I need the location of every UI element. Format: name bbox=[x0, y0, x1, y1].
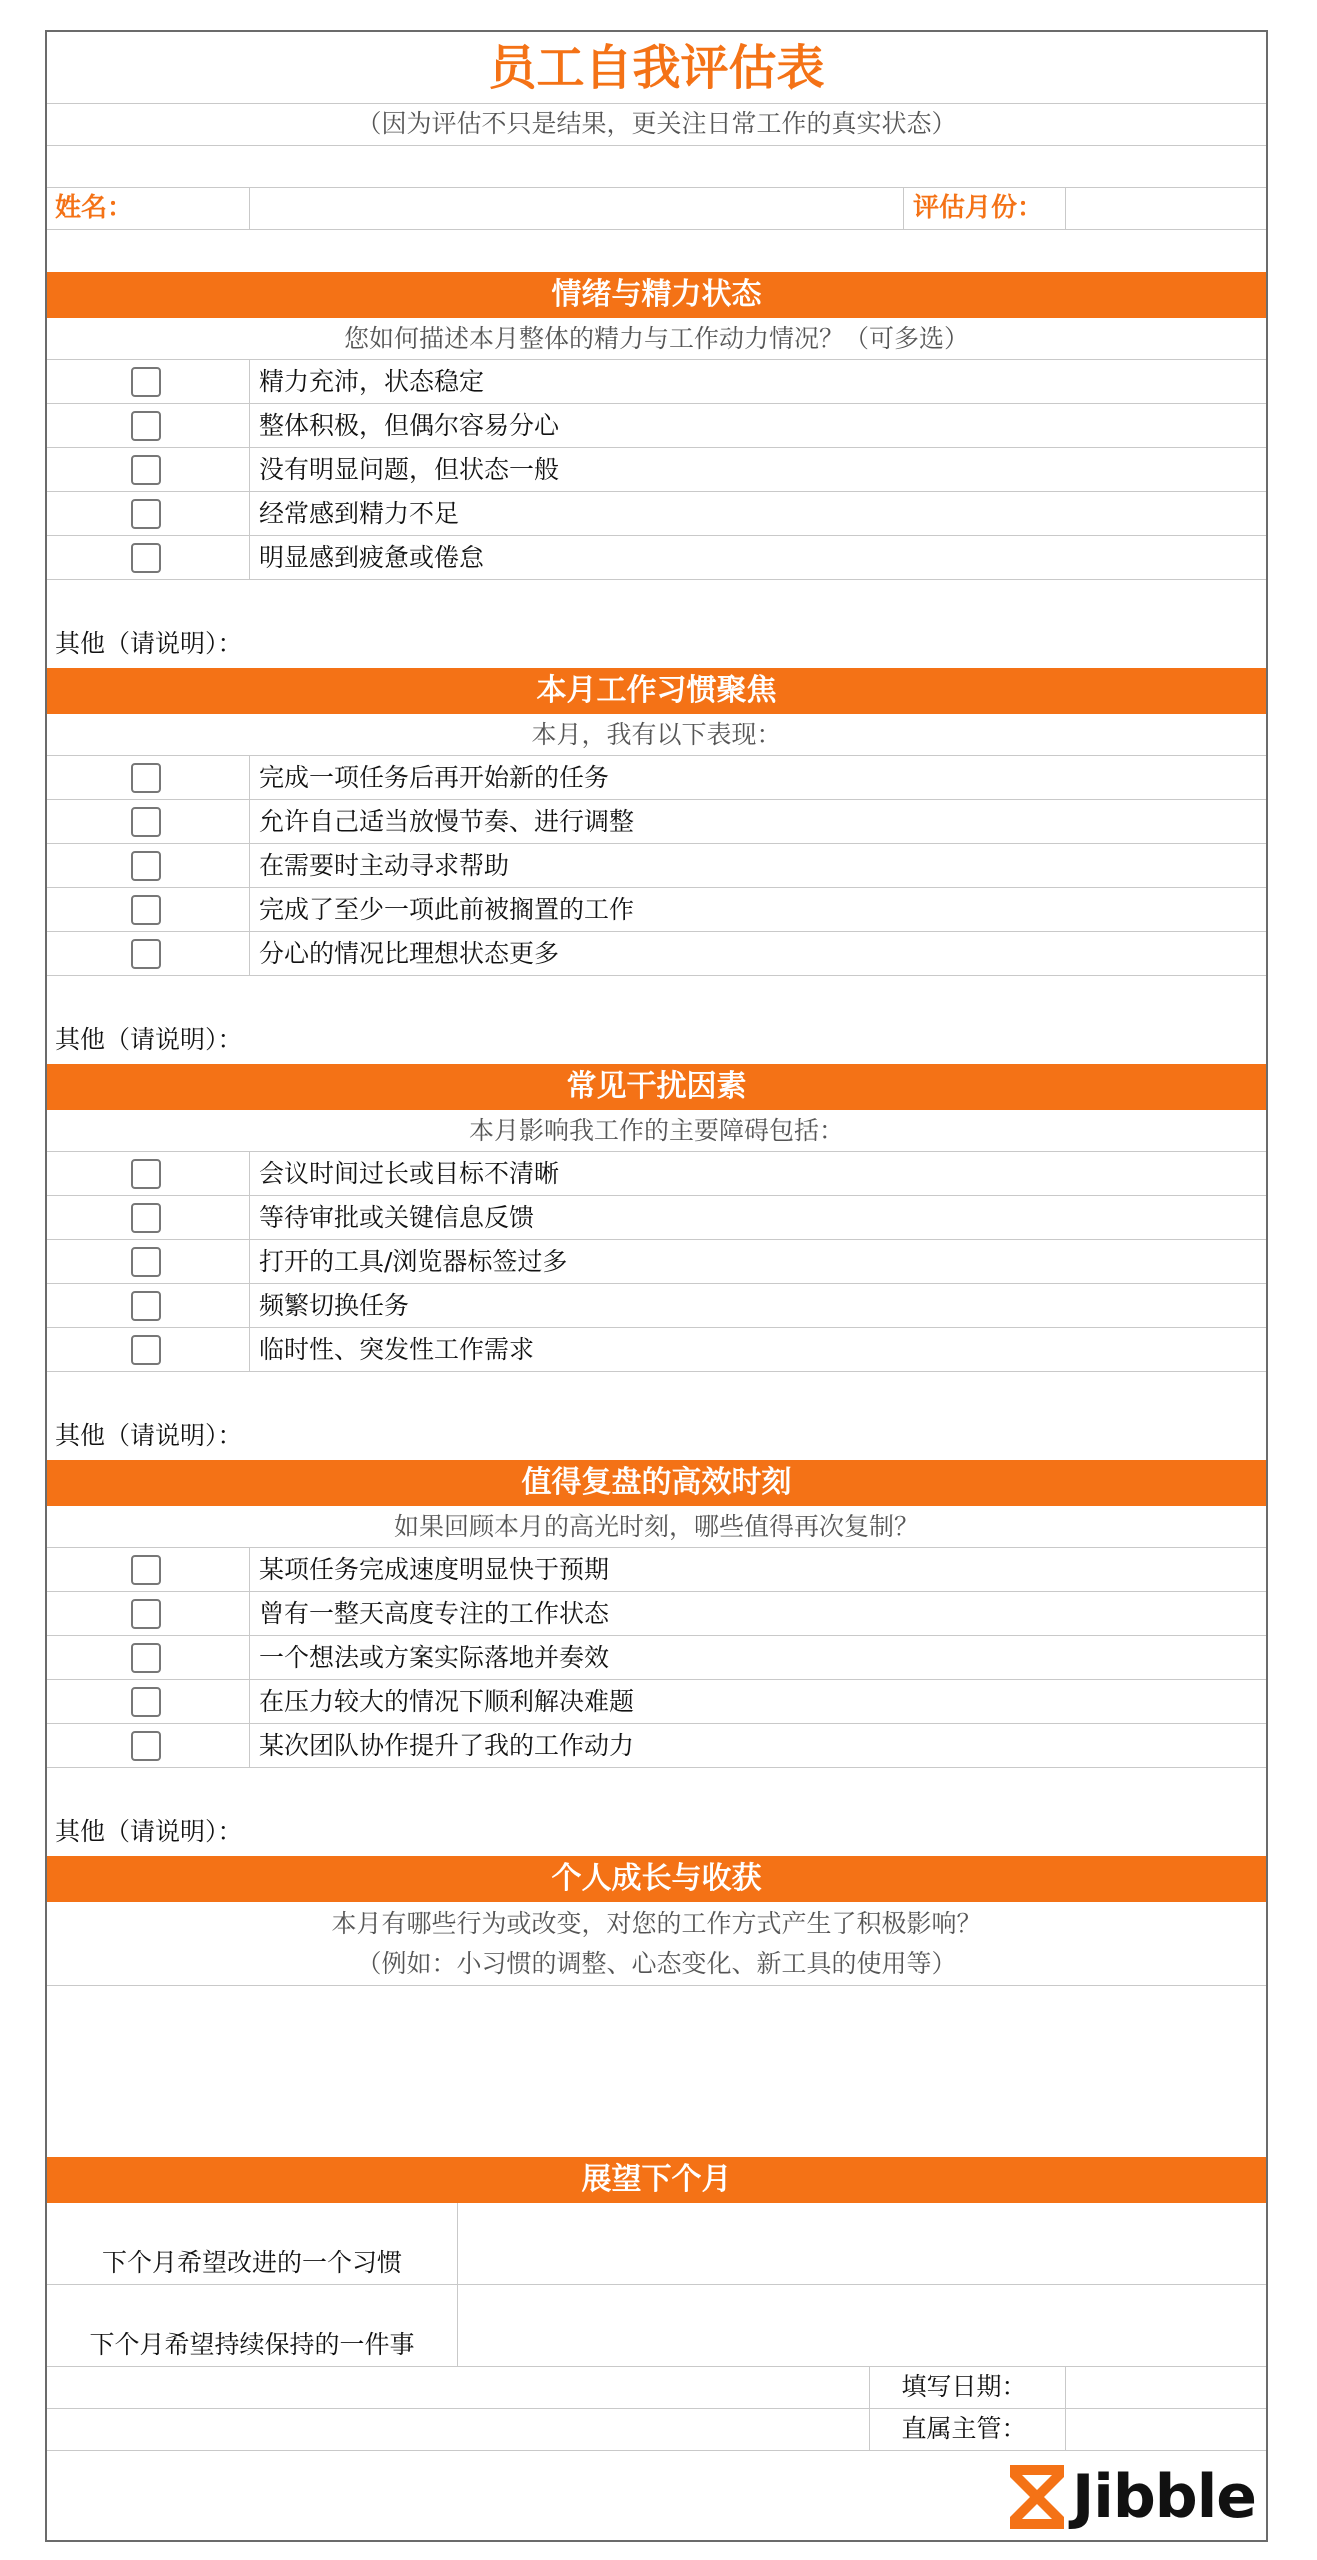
option-row bbox=[47, 1284, 1266, 1328]
option-row bbox=[47, 536, 1266, 580]
improve-label: 下个月希望改进的一个习惯 bbox=[101, 2248, 402, 2277]
checkbox[interactable] bbox=[131, 1159, 161, 1189]
option-label: 曾有一整天高度专注的工作状态 bbox=[259, 1599, 610, 1628]
form-title: 员工自我评估表 bbox=[47, 32, 1266, 104]
month-field[interactable] bbox=[1066, 188, 1266, 229]
hourglass-icon bbox=[1006, 2463, 1068, 2531]
month-label: 评估月份： bbox=[913, 193, 1044, 223]
option-row bbox=[47, 1636, 1266, 1680]
checkbox[interactable] bbox=[131, 1291, 161, 1321]
option-label: 在需要时主动寻求帮助 bbox=[259, 851, 510, 880]
keep-label: 下个月希望持续保持的一件事 bbox=[89, 2330, 415, 2359]
option-label: 某项任务完成速度明显快于预期 bbox=[259, 1555, 610, 1584]
option-label: 允许自己适当放慢节奏、进行调整 bbox=[259, 807, 635, 836]
checkbox[interactable] bbox=[131, 543, 161, 573]
option-row bbox=[47, 756, 1266, 800]
name-label: 姓名： bbox=[55, 193, 134, 223]
keep-row bbox=[47, 2285, 1266, 2367]
checkbox[interactable] bbox=[131, 1599, 161, 1629]
section-header-distractions: 常见干扰因素 bbox=[47, 1064, 1266, 1110]
section-question: 本月影响我工作的主要障碍包括： bbox=[47, 1110, 1266, 1152]
form-subtitle: （因为评估不只是结果，更关注日常工作的真实状态） bbox=[47, 104, 1266, 146]
meta-row bbox=[47, 188, 1266, 230]
supervisor-field[interactable] bbox=[1066, 2409, 1266, 2450]
option-row bbox=[47, 1680, 1266, 1724]
checkbox[interactable] bbox=[131, 1335, 161, 1365]
option-row bbox=[47, 360, 1266, 404]
option-row bbox=[47, 800, 1266, 844]
logo-text: Jibble bbox=[1071, 2462, 1256, 2532]
section-header-highlights: 值得复盘的高效时刻 bbox=[47, 1460, 1266, 1506]
option-row bbox=[47, 1724, 1266, 1768]
option-label: 完成了至少一项此前被搁置的工作 bbox=[259, 895, 635, 924]
option-label: 分心的情况比理想状态更多 bbox=[259, 939, 560, 968]
checkbox[interactable] bbox=[131, 851, 161, 881]
checkbox[interactable] bbox=[131, 939, 161, 969]
section-header-habits: 本月工作习惯聚焦 bbox=[47, 668, 1266, 714]
improve-row bbox=[47, 2203, 1266, 2285]
checkbox[interactable] bbox=[131, 411, 161, 441]
option-row bbox=[47, 492, 1266, 536]
blank-row bbox=[47, 146, 1266, 188]
date-field[interactable] bbox=[1066, 2367, 1266, 2408]
growth-question-line1: 本月有哪些行为或改变，对您的工作方式产生了积极影响？ bbox=[331, 1909, 982, 1938]
option-label: 在压力较大的情况下顺利解决难题 bbox=[259, 1687, 635, 1716]
option-label: 频繁切换任务 bbox=[259, 1291, 410, 1320]
section-question: 您如何描述本月整体的精力与工作动力情况？（可多选） bbox=[47, 318, 1266, 360]
checkbox[interactable] bbox=[131, 1203, 161, 1233]
divider bbox=[903, 188, 904, 229]
date-label: 填写日期： bbox=[901, 2372, 1027, 2401]
option-row bbox=[47, 1240, 1266, 1284]
section-question: 如果回顾本月的高光时刻，哪些值得再次复制？ bbox=[47, 1506, 1266, 1548]
option-row bbox=[47, 888, 1266, 932]
option-label: 打开的工具/浏览器标签过多 bbox=[259, 1247, 568, 1276]
option-label: 临时性、突发性工作需求 bbox=[259, 1335, 535, 1364]
checkbox[interactable] bbox=[131, 895, 161, 925]
section-header-growth: 个人成长与收获 bbox=[47, 1856, 1266, 1902]
checkbox[interactable] bbox=[131, 763, 161, 793]
option-label: 没有明显问题，但状态一般 bbox=[259, 455, 560, 484]
option-row bbox=[47, 448, 1266, 492]
date-row bbox=[47, 2367, 1266, 2409]
checkbox[interactable] bbox=[131, 1247, 161, 1277]
option-label: 经常感到精力不足 bbox=[259, 499, 460, 528]
other-label: 其他（请说明）： bbox=[55, 1817, 243, 1846]
supervisor-label: 直属主管： bbox=[901, 2414, 1027, 2443]
supervisor-row bbox=[47, 2409, 1266, 2451]
other-label: 其他（请说明）： bbox=[55, 1421, 243, 1450]
checkbox[interactable] bbox=[131, 1555, 161, 1585]
option-row bbox=[47, 1328, 1266, 1372]
section-header-energy: 情绪与精力状态 bbox=[47, 272, 1266, 318]
checkbox[interactable] bbox=[131, 499, 161, 529]
option-row bbox=[47, 1152, 1266, 1196]
checkbox[interactable] bbox=[131, 455, 161, 485]
name-field[interactable] bbox=[250, 188, 903, 229]
option-row bbox=[47, 1548, 1266, 1592]
section-header-next-month: 展望下个月 bbox=[47, 2157, 1266, 2203]
jibble-logo bbox=[1006, 2462, 1256, 2532]
option-label: 完成一项任务后再开始新的任务 bbox=[259, 763, 610, 792]
keep-field[interactable] bbox=[458, 2285, 1266, 2366]
blank-row bbox=[47, 230, 1266, 272]
option-label: 一个想法或方案实际落地并奏效 bbox=[259, 1643, 610, 1672]
option-label: 会议时间过长或目标不清晰 bbox=[259, 1159, 560, 1188]
option-label: 整体积极，但偶尔容易分心 bbox=[259, 411, 560, 440]
option-row bbox=[47, 932, 1266, 976]
growth-question-line2: （例如：小习惯的调整、心态变化、新工具的使用等） bbox=[356, 1949, 957, 1978]
checkbox[interactable] bbox=[131, 807, 161, 837]
option-label: 明显感到疲惫或倦怠 bbox=[259, 543, 485, 572]
option-row bbox=[47, 1196, 1266, 1240]
section-question: 本月，我有以下表现： bbox=[47, 714, 1266, 756]
improve-field[interactable] bbox=[458, 2203, 1266, 2284]
option-label: 某次团队协作提升了我的工作动力 bbox=[259, 1731, 635, 1760]
checkbox[interactable] bbox=[131, 1731, 161, 1761]
option-label: 等待审批或关键信息反馈 bbox=[259, 1203, 535, 1232]
option-row bbox=[47, 404, 1266, 448]
checkbox[interactable] bbox=[131, 367, 161, 397]
other-label: 其他（请说明）： bbox=[55, 1025, 243, 1054]
option-label: 精力充沛，状态稳定 bbox=[259, 367, 485, 396]
checkbox[interactable] bbox=[131, 1643, 161, 1673]
growth-question bbox=[47, 1902, 1266, 1986]
other-label: 其他（请说明）： bbox=[55, 629, 243, 658]
option-row bbox=[47, 844, 1266, 888]
option-row bbox=[47, 1592, 1266, 1636]
growth-answer-area[interactable] bbox=[47, 1987, 1266, 2157]
checkbox[interactable] bbox=[131, 1687, 161, 1717]
evaluation-form bbox=[45, 30, 1268, 2542]
